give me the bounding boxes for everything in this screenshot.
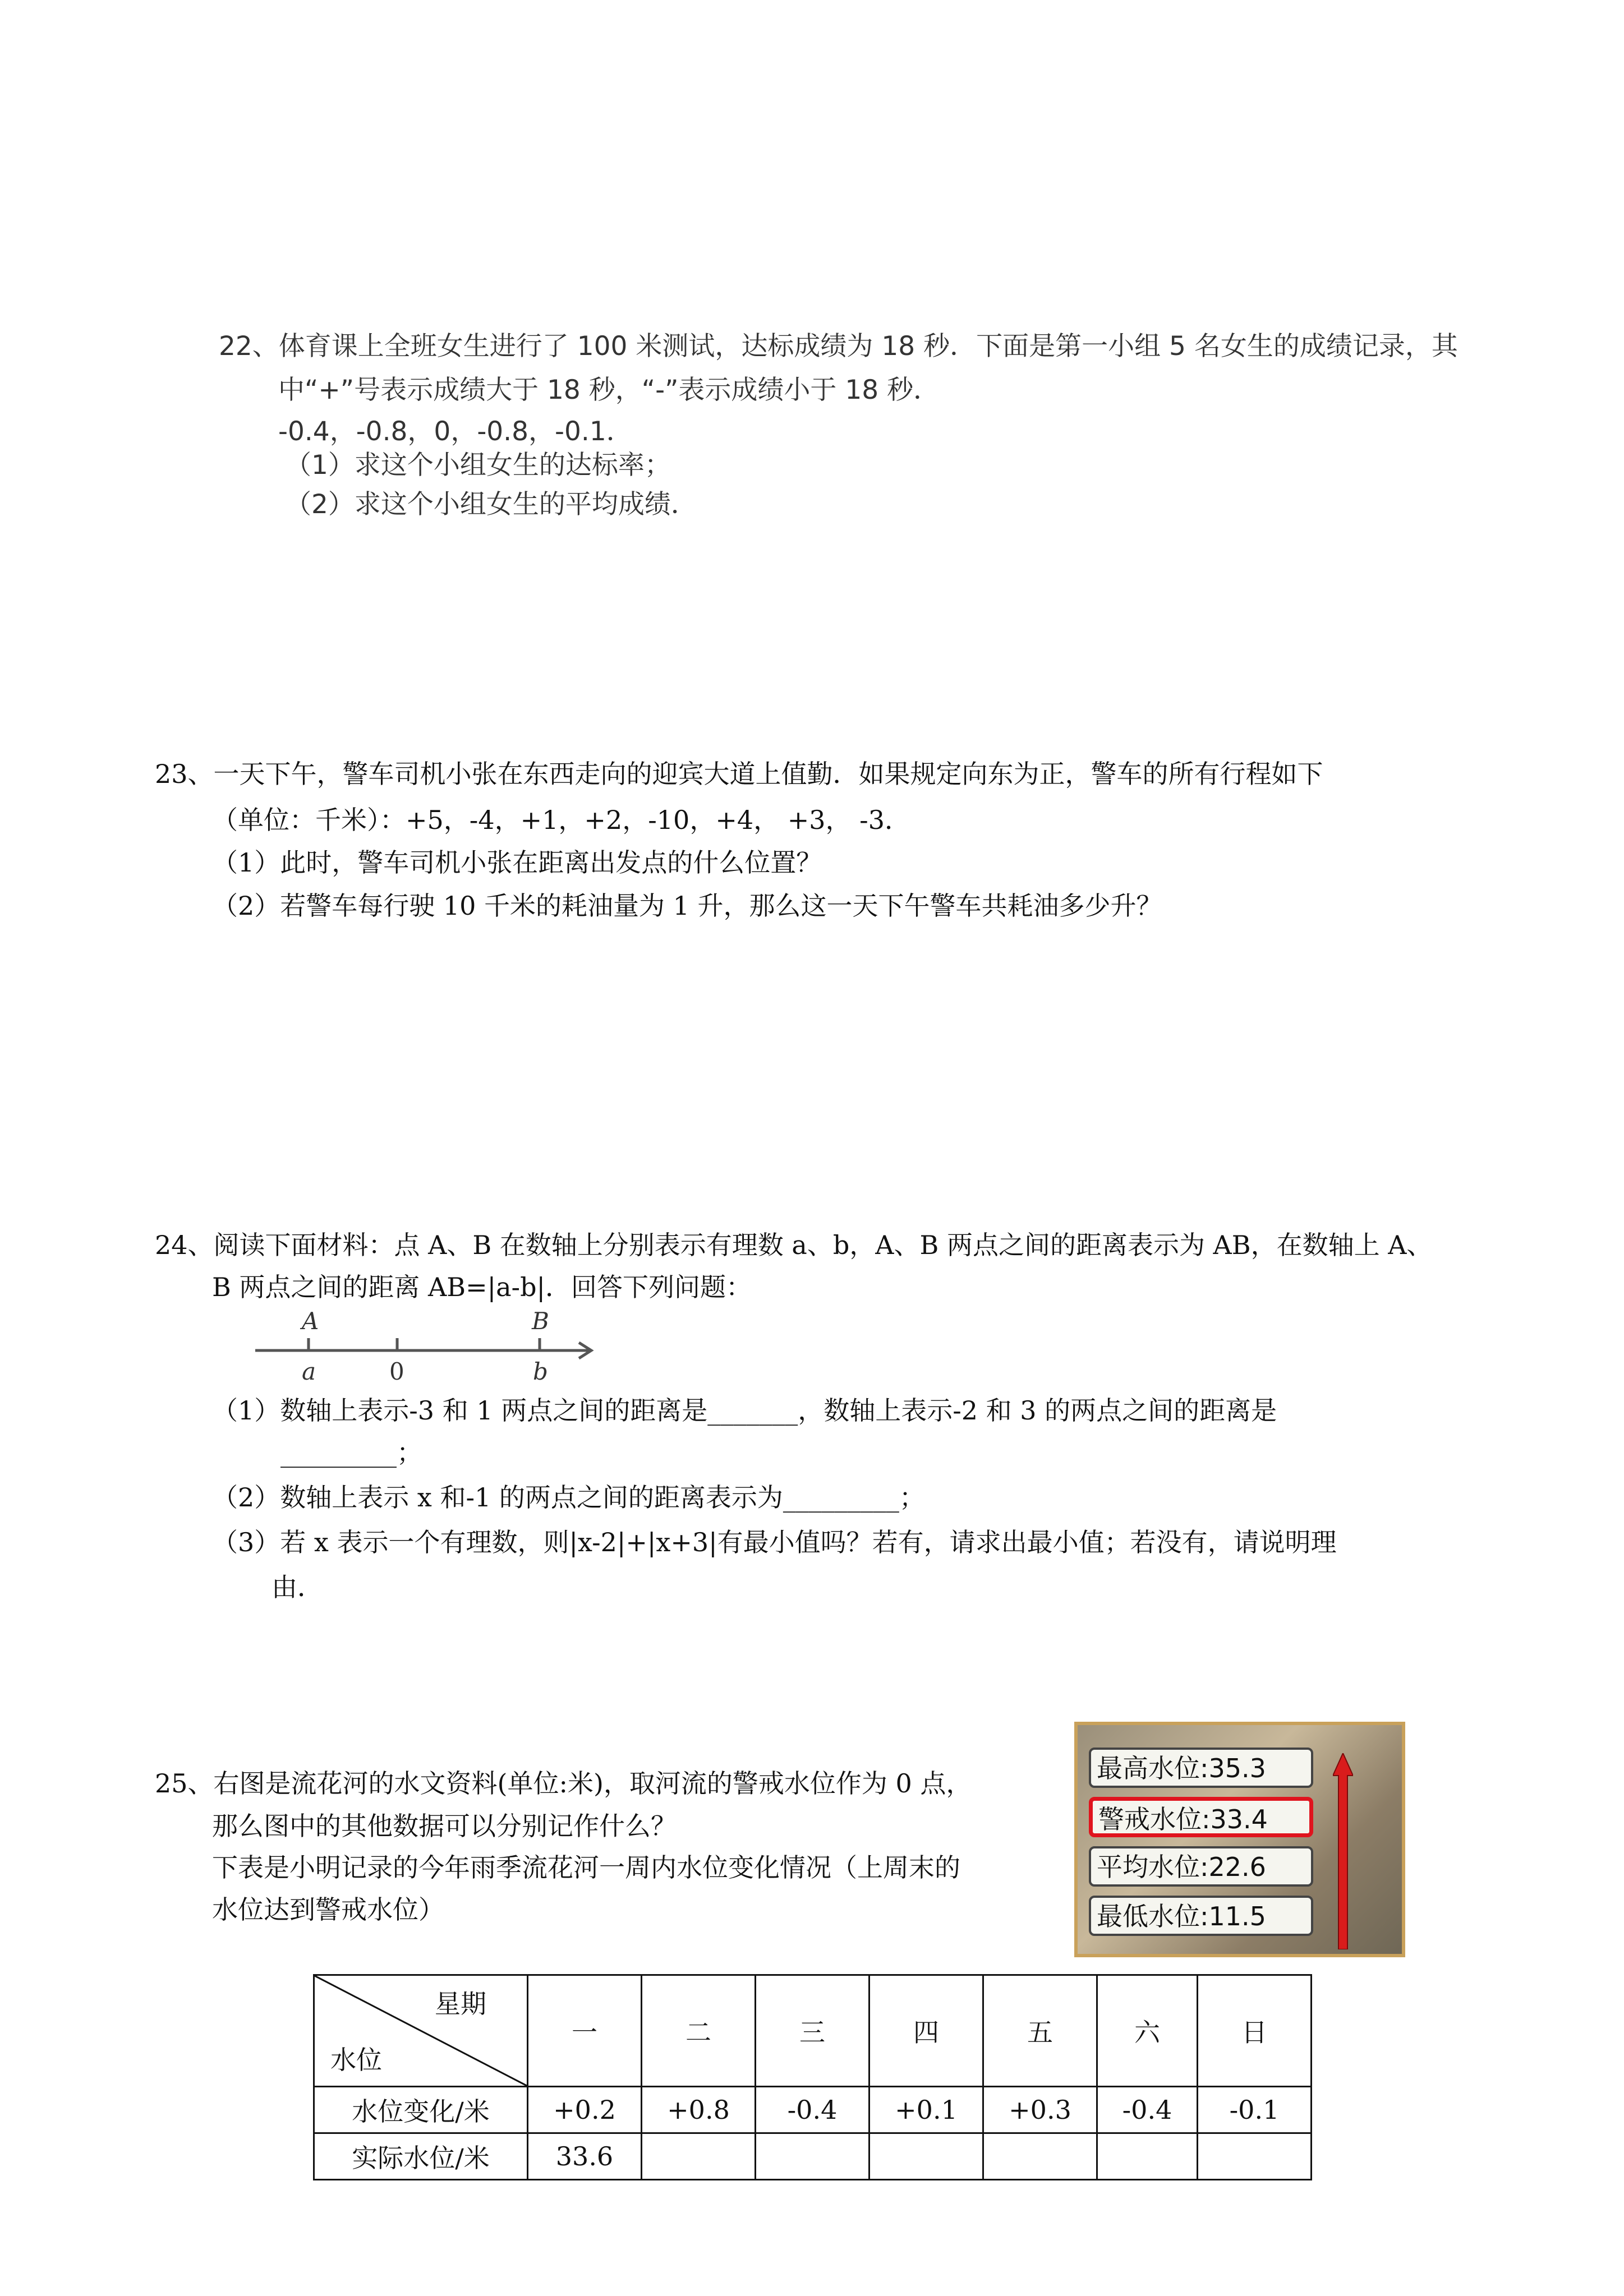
day-header: 六 <box>1097 1975 1198 2087</box>
q24-line1: 24、阅读下面材料：点 A、B 在数轴上分别表示有理数 a、b，A、B 两点之间的距离表示为 AB，在数轴上 A、 <box>155 1230 1433 1260</box>
change-cell: -0.4 <box>756 2087 869 2133</box>
actual-level-cell <box>756 2133 869 2180</box>
day-header: 三 <box>756 1975 869 2087</box>
change-cell: +0.1 <box>869 2087 983 2133</box>
q22-line1: 22、体育课上全班女生进行了 100 米测试，达标成绩为 18 秒．下面是第一小组 5 名女生的成绩记录，其 <box>219 331 1458 362</box>
point-a-label: A <box>302 1307 319 1335</box>
day-header: 五 <box>983 1975 1097 2087</box>
min-water-level-label: 最低水位:11.5 <box>1089 1896 1313 1936</box>
day-header: 四 <box>869 1975 983 2087</box>
number-line-figure <box>252 1307 600 1391</box>
value-a-label: a <box>302 1358 316 1385</box>
q24-sub3: （3）若 x 表示一个有理数，则|x-2|+|x+3|有最小值吗？若有，请求出最小值；若没有，请说明理 <box>212 1527 1337 1557</box>
table-row <box>314 2087 1312 2133</box>
row-label-change: 水位变化/米 <box>314 2087 528 2133</box>
actual-level-cell: 33.6 <box>528 2133 642 2180</box>
q24-sub1: （1）数轴上表示-3 和 1 两点之间的距离是_______，数轴上表示-2 和 3 的两点之间的距离是 <box>212 1395 1277 1426</box>
q22-sub1: （1）求这个小组女生的达标率； <box>285 450 671 481</box>
change-cell: +0.2 <box>528 2087 642 2133</box>
q24-sub3-continued: 由． <box>272 1572 323 1602</box>
day-header: 二 <box>642 1975 756 2087</box>
value-zero-label: 0 <box>389 1358 404 1385</box>
corner-header-cell <box>314 1975 528 2087</box>
change-cell: -0.4 <box>1097 2087 1198 2133</box>
point-b-label: B <box>532 1307 549 1335</box>
q25-line2: 那么图中的其他数据可以分别记作什么？ <box>212 1811 677 1841</box>
water-level-table <box>313 1974 1312 2180</box>
row-label-actual: 实际水位/米 <box>314 2133 528 2180</box>
warning-water-level-label: 警戒水位:33.4 <box>1089 1797 1313 1837</box>
average-water-level-label: 平均水位:22.6 <box>1089 1846 1313 1887</box>
value-b-label: b <box>533 1358 548 1385</box>
q25-line1: 25、右图是流花河的水文资料(单位:米)，取河流的警戒水位作为 0 点， <box>155 1768 972 1799</box>
day-header: 日 <box>1198 1975 1312 2087</box>
day-header: 一 <box>528 1975 642 2087</box>
actual-level-cell <box>869 2133 983 2180</box>
table-row <box>314 2133 1312 2180</box>
q25-line4: 水位达到警戒水位） <box>212 1894 444 1925</box>
change-cell: +0.8 <box>642 2087 756 2133</box>
actual-level-cell <box>1198 2133 1312 2180</box>
q24-sub2: （2）数轴上表示 x 和-1 的两点之间的距离表示为_________； <box>212 1482 925 1513</box>
table-header-row <box>314 1975 1312 2087</box>
actual-level-cell <box>983 2133 1097 2180</box>
q24-line2: B 两点之间的距离 AB=|a-b|．回答下列问题： <box>212 1272 752 1302</box>
up-arrow-icon <box>1333 1753 1353 1949</box>
q22-sub2: （2）求这个小组女生的平均成绩． <box>285 489 697 520</box>
actual-level-cell <box>1097 2133 1198 2180</box>
change-cell: +0.3 <box>983 2087 1097 2133</box>
q23-sub1: （1）此时，警车司机小张在距离出发点的什么位置？ <box>212 847 822 878</box>
q25-line3: 下表是小明记录的今年雨季流花河一周内水位变化情况（上周末的 <box>212 1852 960 1883</box>
corner-bottom-label: 水位 <box>330 2045 382 2075</box>
q22-line3: -0.4，-0.8，0，-0.8，-0.1． <box>278 416 633 447</box>
q23-line2: （单位：千米）：+5，-4，+1，+2，-10，+4， +3， -3． <box>212 805 910 835</box>
hydrology-figure <box>1074 1722 1405 1957</box>
corner-top-label: 星期 <box>435 1989 486 2019</box>
change-cell: -0.1 <box>1198 2087 1312 2133</box>
q23-line1: 23、一天下午，警车司机小张在东西走向的迎宾大道上值勤．如果规定向东为正，警车的所有行程如下 <box>155 759 1323 789</box>
q22-line2: 中“+”号表示成绩大于 18 秒，“-”表示成绩小于 18 秒． <box>278 375 940 405</box>
q23-sub2: （2）若警车每行驶 10 千米的耗油量为 1 升，那么这一天下午警车共耗油多少升？ <box>212 891 1162 921</box>
actual-level-cell <box>642 2133 756 2180</box>
q24-sub1-continued: _________； <box>280 1437 422 1468</box>
max-water-level-label: 最高水位:35.3 <box>1089 1748 1313 1788</box>
